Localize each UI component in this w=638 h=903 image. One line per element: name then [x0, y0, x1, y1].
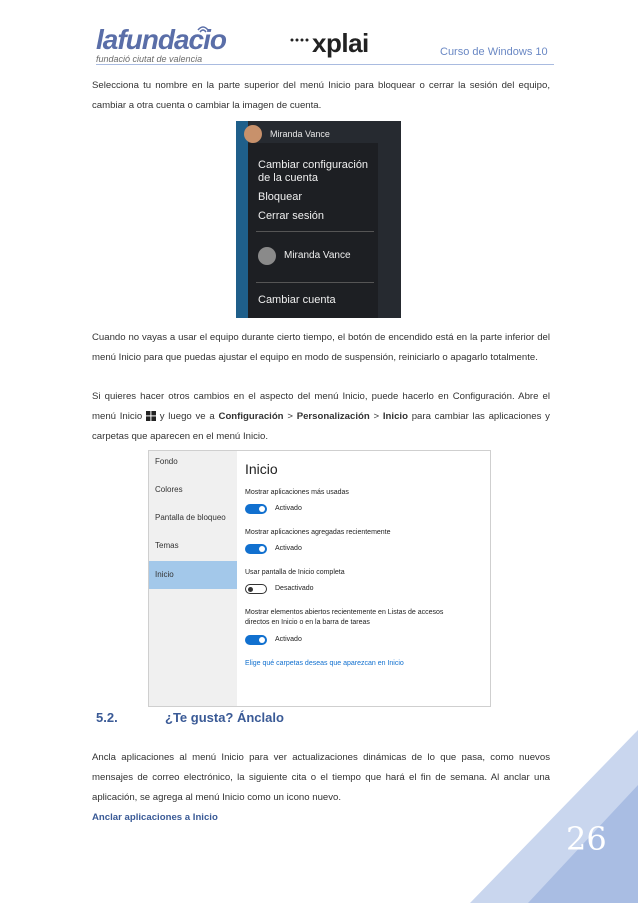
paragraph-pin-apps: Ancla aplicaciones al menú Inicio para ver actualizaciones dinámicas de lo que pasa, como nuevos mensajes de correo electrónico, la siguiente cita o el tiempo que hará el fin de semana. Al anclar una aplicación, se agrega al menú Inicio como un icono nuevo. — [92, 752, 550, 803]
subheading-pin-apps: Anclar aplicaciones a Inicio — [92, 812, 218, 823]
sidebar-item-pantalla-bloqueo[interactable]: Pantalla de bloqueo — [155, 513, 226, 522]
account-dropdown — [248, 143, 378, 318]
toggle-recent-items-state: Activado — [275, 636, 302, 643]
user-name-top[interactable]: Miranda Vance — [270, 129, 330, 139]
start-menu-screenshot — [236, 121, 401, 318]
sidebar-item-inicio[interactable]: Inicio — [155, 570, 174, 579]
menu-item-change-settings[interactable]: Cambiar configuración de la cuenta — [258, 159, 369, 184]
page-number: 26 — [566, 820, 607, 858]
header-divider — [96, 64, 554, 65]
paragraph-power-button: Cuando no vayas a usar el equipo durante cierto tiempo, el botón de encendido está en la parte inferior del menú Inicio para que puedas ajustar el equipo en modo de suspensión, reiniciarlo o apagarlo totalmente. — [92, 332, 550, 363]
paragraph-account-menu: Selecciona tu nombre en la parte superior del menú Inicio para bloquear o cerrar la sesión del equipo, cambiar a otra cuenta o cambiar la imagen de cuenta. — [92, 80, 550, 111]
option-most-used-label: Mostrar aplicaciones más usadas — [245, 489, 349, 496]
course-title: Curso de Windows 10 — [440, 46, 548, 58]
paragraph-settings: Si quieres hacer otros cambios en el aspecto del menú Inicio, puede hacerlo en Configuración. Abre el menú Inicio y luego ve a Configuración > Personalización > Inicio para cambiar las aplicaciones y carpetas que aparecen en el menú Inicio. — [92, 391, 550, 442]
xplai-logo: xplai — [312, 28, 369, 58]
other-user-avatar — [258, 247, 276, 265]
menu-separator — [256, 231, 374, 232]
sidebar-item-colores[interactable]: Colores — [155, 485, 183, 494]
user-avatar[interactable] — [244, 125, 262, 143]
toggle-recent-items[interactable] — [245, 635, 267, 645]
toggle-full-screen-state: Desactivado — [275, 585, 314, 592]
menu-item-switch-account[interactable]: Cambiar cuenta — [258, 294, 336, 306]
menu-item-lock[interactable]: Bloquear — [258, 191, 303, 203]
sidebar-item-temas[interactable]: Temas — [155, 541, 179, 550]
option-recent-apps-label: Mostrar aplicaciones agregadas recientemente — [245, 529, 391, 536]
toggle-recent-apps-state: Activado — [275, 545, 302, 552]
lafundacio-subtitle: fundació ciutat de valencia — [96, 54, 203, 64]
option-recent-items-label: Mostrar elementos abiertos recientemente en Listas de accesos directos en Inicio o en la barra de tareas — [245, 609, 444, 626]
menu-item-sign-out[interactable]: Cerrar sesión — [258, 210, 325, 222]
start-menu-tile-strip — [236, 121, 248, 318]
settings-title: Inicio — [245, 461, 278, 477]
toggle-recent-apps[interactable] — [245, 544, 267, 554]
section-number: 5.2. — [96, 710, 118, 725]
toggle-most-used-state: Activado — [275, 505, 302, 512]
lafundacio-logo: lafundacio — [96, 24, 227, 55]
wifi-icon — [196, 24, 210, 38]
menu-item-other-user[interactable]: Miranda Vance — [284, 250, 351, 261]
settings-screenshot — [148, 450, 491, 707]
option-full-screen-label: Usar pantalla de Inicio completa — [245, 569, 345, 576]
toggle-most-used[interactable] — [245, 504, 267, 514]
toggle-full-screen[interactable] — [245, 584, 267, 594]
menu-separator-2 — [256, 282, 374, 283]
windows-icon — [146, 411, 156, 421]
sidebar-item-fondo[interactable]: Fondo — [155, 457, 178, 466]
xplai-dots-icon — [290, 36, 310, 44]
section-title: ¿Te gusta? Ánclalo — [165, 710, 284, 725]
choose-folders-link[interactable]: Elige qué carpetas deseas que aparezcan en Inicio — [245, 660, 404, 667]
